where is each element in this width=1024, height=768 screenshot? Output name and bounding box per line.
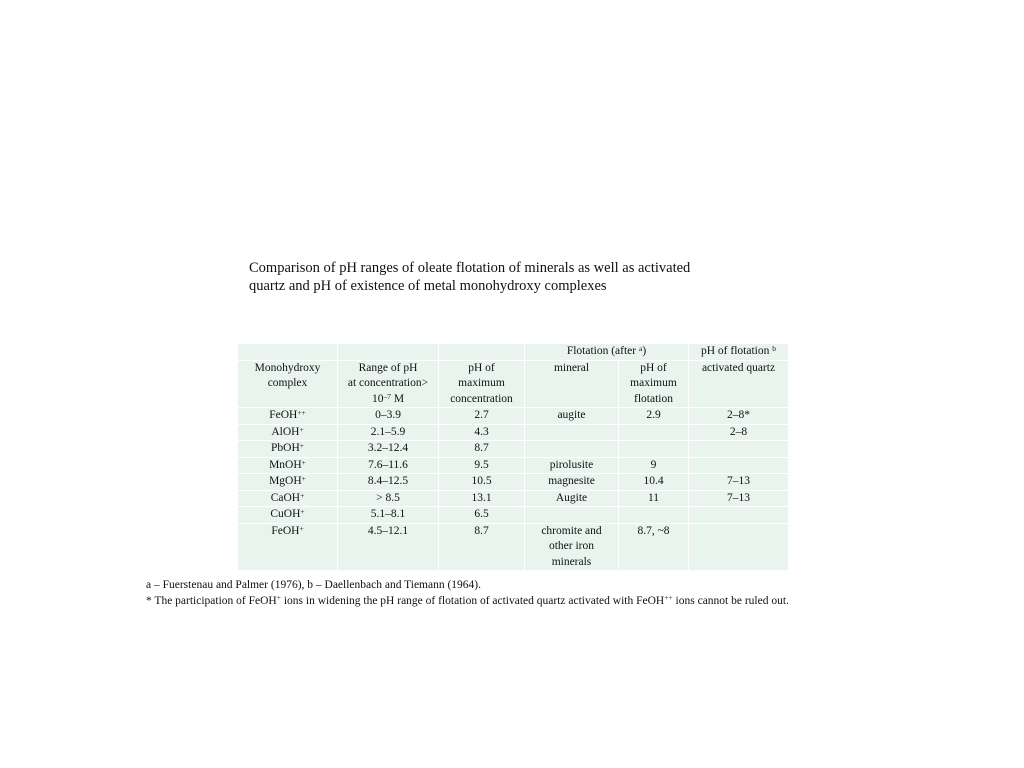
- max-concentration-cell: 6.5: [439, 507, 525, 524]
- complex-cell: AlOH+: [238, 424, 338, 441]
- footnote-sources: a – Fuerstenau and Palmer (1976), b – Daellenbach and Tiemann (1964).: [146, 579, 482, 591]
- range-cell: 0–3.9: [338, 408, 439, 425]
- quartz-cell: 2–8*: [689, 408, 789, 425]
- quartz-cell: [689, 441, 789, 458]
- mineral-cell: pirolusite: [525, 457, 619, 474]
- complex-cell: CuOH+: [238, 507, 338, 524]
- empty-header-cell: [338, 344, 439, 361]
- range-cell: 7.6–11.6: [338, 457, 439, 474]
- range-cell: 3.2–12.4: [338, 441, 439, 458]
- table-row: [238, 424, 789, 441]
- max-flotation-cell: 2.9: [619, 408, 689, 425]
- complex-cell: FeOH+: [238, 523, 338, 571]
- complex-cell: PbOH+: [238, 441, 338, 458]
- mineral-cell: chromite and other iron minerals: [525, 523, 619, 571]
- flotation-group-header: Flotation (after $^a$): [525, 344, 689, 361]
- max-concentration-cell: 10.5: [439, 474, 525, 491]
- table-row: [238, 523, 789, 571]
- quartz-cell: 7–13: [689, 490, 789, 507]
- complex-cell: MnOH+: [238, 457, 338, 474]
- max-flotation-cell: [619, 507, 689, 524]
- quartz-cell: [689, 507, 789, 524]
- max-concentration-cell: 8.7: [439, 523, 525, 571]
- range-cell: 8.4–12.5: [338, 474, 439, 491]
- complex-cell: CaOH+: [238, 490, 338, 507]
- footnotes: [146, 577, 1006, 609]
- quartz-cell: 7–13: [689, 474, 789, 491]
- mineral-cell: [525, 507, 619, 524]
- table-row: [238, 507, 789, 524]
- max-flotation-cell: 9: [619, 457, 689, 474]
- header-range-of-ph: Range of pH at concentration> $10^{-7}$ M: [338, 360, 439, 408]
- range-cell: 4.5–12.1: [338, 523, 439, 571]
- header-ph-max-concentration: pH of maximum concentration: [439, 360, 525, 408]
- max-flotation-cell: 10.4: [619, 474, 689, 491]
- max-flotation-cell: [619, 424, 689, 441]
- table-row: [238, 441, 789, 458]
- quartz-cell: [689, 523, 789, 571]
- range-cell: 2.1–5.9: [338, 424, 439, 441]
- column-header-row: [238, 360, 789, 408]
- max-concentration-cell: 8.7: [439, 441, 525, 458]
- header-activated-quartz: activated quartz: [689, 360, 789, 408]
- quartz-group-header: pH of flotation $^b$: [689, 344, 789, 361]
- max-concentration-cell: 2.7: [439, 408, 525, 425]
- table-row: [238, 457, 789, 474]
- table-caption: [249, 259, 769, 295]
- complex-cell: FeOH++: [238, 408, 338, 425]
- group-header-row: [238, 344, 789, 361]
- max-flotation-cell: 11: [619, 490, 689, 507]
- mineral-cell: [525, 424, 619, 441]
- complex-cell: MgOH+: [238, 474, 338, 491]
- table-row: [238, 474, 789, 491]
- quartz-cell: [689, 457, 789, 474]
- mineral-cell: augite: [525, 408, 619, 425]
- ph-comparison-table: [237, 343, 789, 571]
- header-ph-max-flotation: pH of maximum flotation: [619, 360, 689, 408]
- header-monohydroxy-complex: Monohydroxy complex: [238, 360, 338, 408]
- mineral-cell: [525, 441, 619, 458]
- range-cell: > 8.5: [338, 490, 439, 507]
- max-concentration-cell: 13.1: [439, 490, 525, 507]
- table-row: [238, 408, 789, 425]
- empty-header-cell: [238, 344, 338, 361]
- quartz-cell: 2–8: [689, 424, 789, 441]
- mineral-cell: magnesite: [525, 474, 619, 491]
- empty-header-cell: [439, 344, 525, 361]
- max-concentration-cell: 9.5: [439, 457, 525, 474]
- range-cell: 5.1–8.1: [338, 507, 439, 524]
- header-mineral: mineral: [525, 360, 619, 408]
- max-flotation-cell: [619, 441, 689, 458]
- mineral-cell: Augite: [525, 490, 619, 507]
- max-flotation-cell: 8.7, ~8: [619, 523, 689, 571]
- caption-line-2: quartz and pH of existence of metal monohydroxy complexes: [249, 278, 607, 294]
- caption-line-1: Comparison of pH ranges of oleate flotation of minerals as well as activated: [249, 260, 691, 276]
- table-row: [238, 490, 789, 507]
- footnote-asterisk: * The participation of FeOH+ ions in widening the pH range of flotation of activated quartz activated with FeOH++ ions cannot be ruled out.: [146, 593, 789, 607]
- max-concentration-cell: 4.3: [439, 424, 525, 441]
